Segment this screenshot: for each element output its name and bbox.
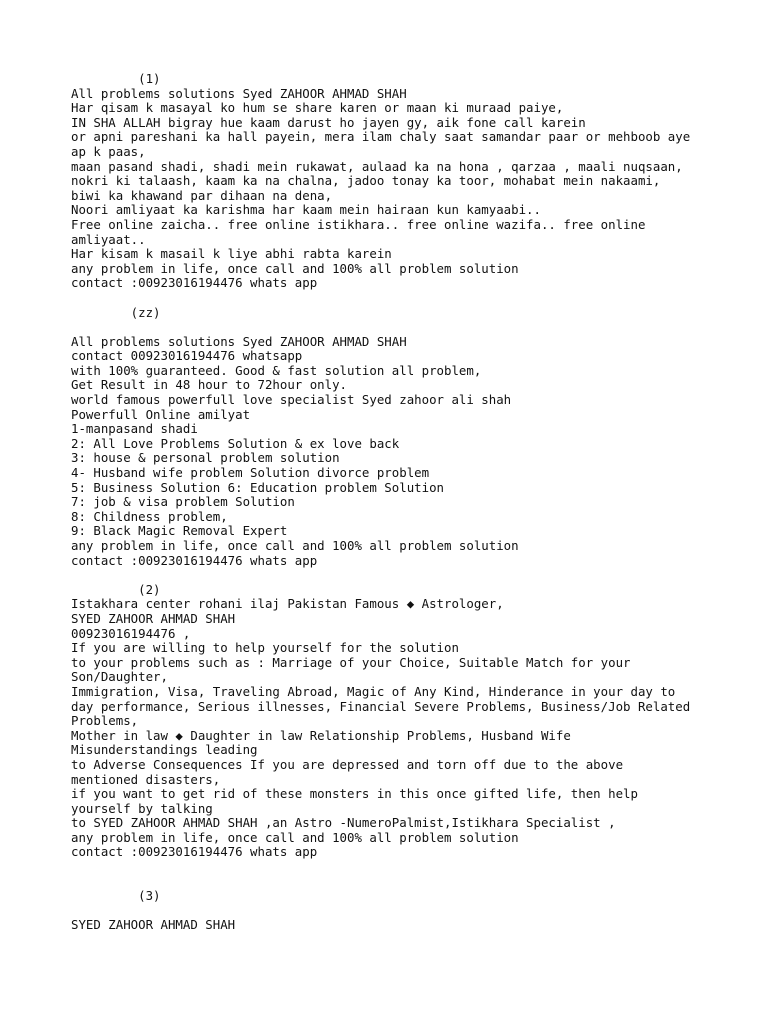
text-line: Misunderstandings leading [71, 742, 258, 758]
blank-line [71, 904, 711, 919]
text-line: If you are willing to help yourself for the solution [71, 640, 459, 656]
text-line: if you want to get rid of these monsters in this once gifted life, then help [71, 786, 638, 802]
text-line: 4- Husband wife problem Solution divorce problem [71, 465, 430, 481]
text-line: IN SHA ALLAH bigray hue kaam darust ho jayen gy, aik fone call karein [71, 114, 586, 130]
blank-line [71, 320, 711, 335]
text-line: Immigration, Visa, Traveling Abroad, Magic of Any Kind, Hinderance in your day to [71, 683, 676, 699]
text-line: contact :00923016194476 whats app [71, 552, 318, 568]
text-line: to SYED ZAHOOR AHMAD SHAH ,an Astro -NumeroPalmist,Istikhara Specialist , [71, 815, 616, 831]
text-line: 3: house & personal problem solution [71, 450, 340, 466]
text-line: Mother in law ◆ Daughter in law Relationship Problems, Husband Wife [71, 727, 571, 743]
text-line: any problem in life, once call and 100% all problem solution [71, 829, 519, 845]
text-line: nokri ki talaash, kaam ka na chalna, jadoo tonay ka toor, mohabat mein nakaami, [71, 173, 661, 189]
text-line: (zz) [71, 304, 161, 320]
text-line: (2) [71, 581, 161, 597]
text-line: All problems solutions Syed ZAHOOR AHMAD SHAH [71, 333, 407, 349]
text-line: Har qisam k masayal ko hum se share karen or maan ki muraad paiye, [71, 100, 564, 116]
text-line: ap k paas, [71, 143, 146, 159]
text-line: mentioned disasters, [71, 771, 221, 787]
text-line: 1-manpasand shadi [71, 421, 198, 437]
text-line: 5: Business Solution 6: Education problem Solution [71, 479, 444, 495]
text-line: any problem in life, once call and 100% all problem solution [71, 260, 519, 276]
blank-line [71, 875, 711, 890]
document-body [71, 72, 711, 933]
text-line: (1) [71, 71, 161, 86]
text-line: 9: Black Magic Removal Expert [71, 523, 288, 539]
blank-line [71, 860, 711, 875]
text-line: Problems, [71, 713, 139, 729]
text-line: Powerfull Online amilyat [71, 406, 251, 422]
text-line: 7: job & visa problem Solution [71, 494, 295, 510]
text-line: to your problems such as : Marriage of your Choice, Suitable Match for your [71, 654, 631, 670]
text-line: SYED ZAHOOR AHMAD SHAH [71, 610, 236, 626]
text-line: yourself by talking [71, 800, 213, 816]
text-line: world famous powerfull love specialist Syed zahoor ali shah [71, 392, 512, 408]
text-line: to Adverse Consequences If you are depressed and torn off due to the above [71, 756, 624, 772]
text-line: maan pasand shadi, shadi mein rukawat, aulaad ka na hona , qarzaa , maali nuqsaan, [71, 158, 683, 174]
text-line: or apni pareshani ka hall payein, mera ilam chaly saat samandar paar or mehboob aye [71, 129, 691, 145]
text-line: amliyaat.. [71, 231, 146, 247]
text-line: Istakhara center rohani ilaj Pakistan Famous ◆ Astrologer, [71, 596, 504, 612]
text-line: any problem in life, once call and 100% all problem solution [71, 538, 519, 553]
text-line: SYED ZAHOOR AHMAD SHAH [71, 917, 236, 933]
text-line: 8: Childness problem, [71, 508, 228, 524]
text-line: Har kisam k masail k liye abhi rabta karein [71, 246, 392, 262]
text-line: 00923016194476 , [71, 625, 191, 641]
text-line: Get Result in 48 hour to 72hour only. [71, 377, 348, 393]
text-line: 2: All Love Problems Solution & ex love back [71, 435, 400, 451]
blank-line [71, 568, 711, 583]
text-line: contact :00923016194476 whats app [71, 844, 318, 860]
text-line: Noori amliyaat ka karishma har kaam mein hairaan kun kamyaabi.. [71, 202, 541, 218]
text-line: All problems solutions Syed ZAHOOR AHMAD SHAH [71, 85, 407, 101]
text-line: biwi ka khawand par dihaan na dena, [71, 187, 333, 203]
text-line: Free online zaicha.. free online istikhara.. free online wazifa.. free online [71, 216, 646, 232]
text-line: contact 00923016194476 whatsapp [71, 348, 303, 364]
text-line: with 100% guaranteed. Good & fast solution all problem, [71, 362, 482, 378]
text-line: day performance, Serious illnesses, Financial Severe Problems, Business/Job Related [71, 698, 691, 714]
text-line: contact :00923016194476 whats app [71, 275, 318, 291]
text-line: (3) [71, 888, 161, 904]
blank-line [71, 291, 711, 306]
text-line: Son/Daughter, [71, 669, 168, 685]
